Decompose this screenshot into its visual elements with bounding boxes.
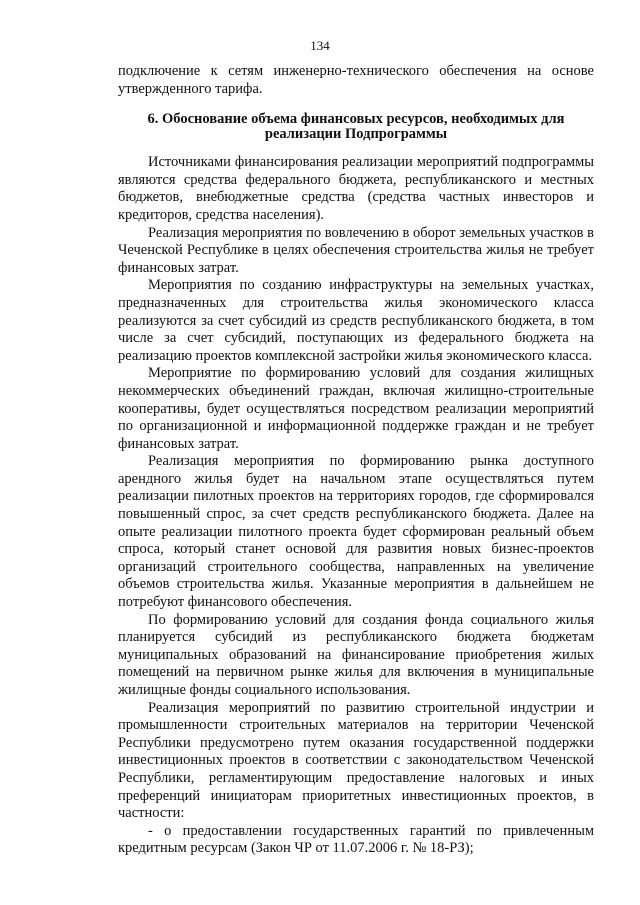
paragraph-social-housing: По формированию условий для создания фонда социального жилья планируется субсидий из республиканского бюджета бюджетам муниципальных образований на финансирование приобретения жилых помещений на первичном рынке жилья для включения в муниципальные жилищные фонды социального использования. [118, 611, 594, 698]
section-heading: 6. Обоснование объема финансовых ресурсов, необходимых для реализации Подпрограммы [147, 111, 565, 143]
paragraph-land-plots: Реализация мероприятия по вовлечению в оборот земельных участков в Чеченской Республике в целях обеспечения строительства жилья не требует финансовых затрат. [118, 224, 594, 276]
paragraph-housing-associations: Мероприятие по формированию условий для создания жилищных некоммерческих объединений граждан, включая жилищно-строительные кооперативы, будет осуществляться посредством реализации мероприятий по организационной и информационной поддержке граждан и не требует финансовых затрат. [118, 365, 594, 452]
paragraph-funding-sources: Источниками финансирования реализации мероприятий подпрограммы являются средства федерального бюджета, республиканского и местных бюджетов, внебюджетные средства (средства частных инвесторов и кредиторов, средства населения). [118, 154, 594, 223]
paragraph-construction-industry: Реализация мероприятий по развитию строительной индустрии и промышленности строительных материалов на территории Чеченской Республики предусмотрено путем оказания государственной поддержки инвестиционных проектов в соответствии с законодательством Чеченской Республики, регламентирующим предоставление налоговых и иных преференций инициаторам приоритетных инвестиционных проектов, в частности: [118, 699, 594, 822]
page-number: 134 [310, 38, 330, 53]
paragraph-rental-housing: Реализация мероприятия по формированию рынка доступного арендного жилья будет на начальном этапе осуществляться путем реализации пилотных проектов на территориях городов, где сформировался повышенный спрос, за счет средств республиканского бюджета. Далее на опыте реализации пилотного проекта будет сформирован реальный объем спроса, который станет основой для развития новых бизнес-проектов организаций строительного сообщества, направленных на увеличение объемов строительства жилья. Указанные мероприятия в дальнейшем не потребуют финансового обеспечения. [118, 453, 594, 611]
continuation-paragraph: подключение к сетям инженерно-технического обеспечения на основе утвержденного тарифа. [118, 63, 594, 97]
document-body [118, 63, 594, 858]
paragraph-infrastructure: Мероприятия по созданию инфраструктуры на земельных участках, предназначенных для строительства жилья экономического класса реализуются за счет субсидий из средств республиканского бюджета, в том числе за счет субсидий, поступающих из федерального бюджета на реализацию проектов комплексной застройки жилья экономического класса. [118, 277, 594, 364]
list-item-state-guarantees: - о предоставлении государственных гарантий по привлеченным кредитным ресурсам (Закон ЧР от 11.07.2006 г. № 18-РЗ); [118, 822, 594, 857]
